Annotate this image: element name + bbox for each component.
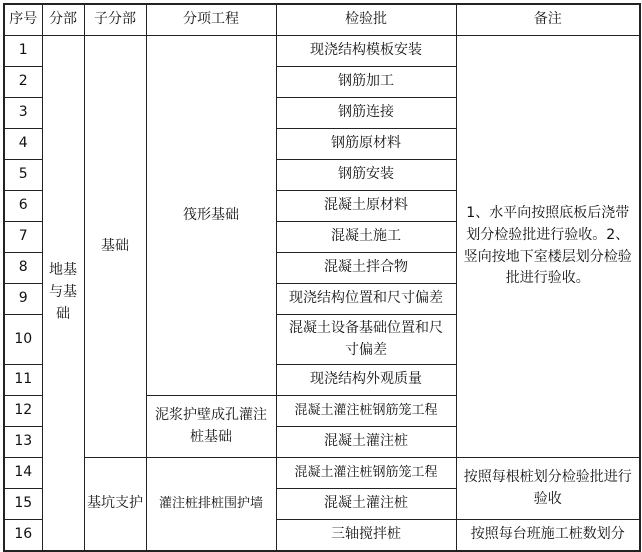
header-note: 备注 (456, 4, 640, 36)
batch-cell: 钢筋安装 (276, 160, 456, 191)
row-no: 8 (4, 253, 42, 284)
row-no: 15 (4, 489, 42, 520)
row-no: 16 (4, 520, 42, 551)
row-no: 9 (4, 284, 42, 315)
row-no: 4 (4, 129, 42, 160)
row-no: 3 (4, 98, 42, 129)
row-no: 12 (4, 396, 42, 427)
header-row (4, 4, 640, 36)
batch-cell: 三轴搅拌桩 (276, 520, 456, 551)
header-division: 分部 (42, 4, 84, 36)
row-no: 7 (4, 222, 42, 253)
batch-cell: 混凝土灌注桩钢筋笼工程 (276, 458, 456, 489)
batch-cell: 混凝土灌注桩 (276, 427, 456, 458)
batch-cell: 钢筋连接 (276, 98, 456, 129)
header-batch: 检验批 (276, 4, 456, 36)
row-no: 2 (4, 67, 42, 98)
batch-cell: 混凝土灌注桩 (276, 489, 456, 520)
header-no: 序号 (4, 4, 42, 36)
row-no: 10 (4, 315, 42, 365)
item-cell: 泥浆护壁成孔灌注桩基础 (146, 396, 276, 458)
batch-cell: 现浇结构外观质量 (276, 365, 456, 396)
batch-cell: 混凝土拌合物 (276, 253, 456, 284)
header-item: 分项工程 (146, 4, 276, 36)
batch-cell: 混凝土施工 (276, 222, 456, 253)
header-subdivision: 子分部 (84, 4, 146, 36)
row-no: 5 (4, 160, 42, 191)
batch-cell: 现浇结构模板安装 (276, 36, 456, 67)
batch-cell: 钢筋原材料 (276, 129, 456, 160)
batch-cell: 现浇结构位置和尺寸偏差 (276, 284, 456, 315)
batch-cell: 混凝土设备基础位置和尺寸偏差 (276, 315, 456, 365)
item-cell: 筏形基础 (146, 36, 276, 396)
row-no: 13 (4, 427, 42, 458)
batch-cell: 钢筋加工 (276, 67, 456, 98)
item-cell: 灌注桩排桩围护墙 (146, 458, 276, 551)
table-row (4, 36, 640, 67)
row-no: 14 (4, 458, 42, 489)
row-no: 11 (4, 365, 42, 396)
inspection-batch-table (3, 3, 641, 552)
batch-cell: 混凝土灌注桩钢筋笼工程 (276, 396, 456, 427)
row-no: 6 (4, 191, 42, 222)
table-row (4, 458, 640, 489)
batch-cell: 混凝土原材料 (276, 191, 456, 222)
subdivision-cell: 基坑支护 (84, 458, 146, 551)
note-cell: 按照每根桩划分检验批进行验收 (456, 458, 640, 520)
note-cell: 1、水平向按照底板后浇带划分检验批进行验收。2、竖向按地下室楼层划分检验批进行验收。 (456, 36, 640, 458)
division-cell: 地基与基础 (42, 36, 84, 551)
subdivision-cell: 基础 (84, 36, 146, 458)
row-no: 1 (4, 36, 42, 67)
note-cell: 按照每台班施工桩数划分 (456, 520, 640, 551)
